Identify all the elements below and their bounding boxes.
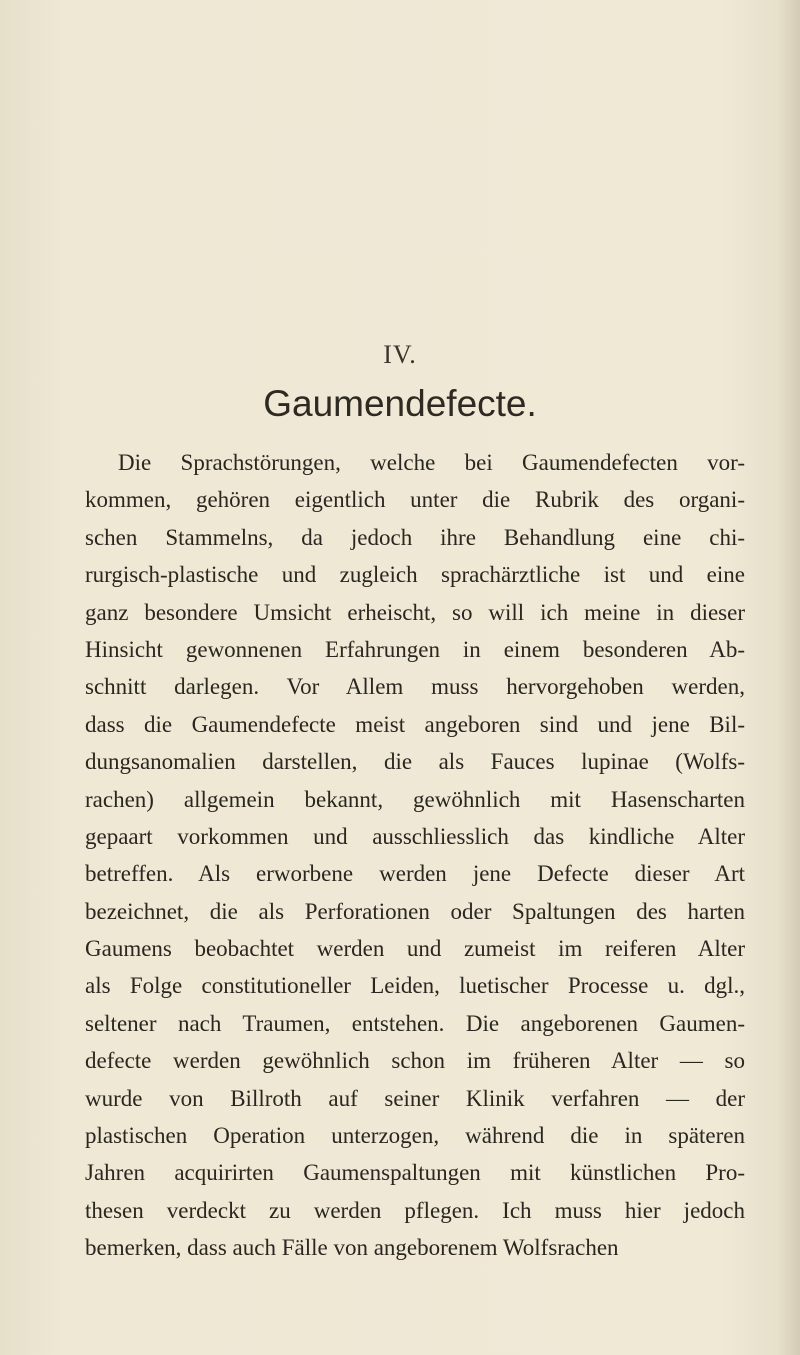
text-line: rachen) allgemein bekannt, gewöhnlich mit Hasenscharten [85,786,745,812]
text-line: kommen, gehören eigentlich unter die Rubrik des organi- [85,487,745,513]
text-line: Die Sprachstörungen, welche bei Gaumendefecten vor- [118,450,745,475]
text-line: plastischen Operation unterzogen, während die in späteren [85,1123,745,1149]
text-line: thesen verdeckt zu werden pflegen. Ich muss hier jedoch [85,1197,745,1223]
text-line: wurde von Billroth auf seiner Klinik verfahren — der [85,1085,745,1111]
text-line: schnitt darlegen. Vor Allem muss hervorgehoben werden, [85,674,745,700]
text-line: Gaumens beobachtet werden und zumeist im reiferen Alter [85,936,745,962]
text-line: ganz besondere Umsicht erheischt, so will ich meine in dieser [85,599,745,625]
page-edge-shadow [778,0,800,1355]
text-line: Hinsicht gewonnenen Erfahrungen in einem besonderen Ab- [85,636,745,662]
text-line: rurgisch-plastische und zugleich sprachärztliche ist und eine [85,562,745,588]
text-line: dass die Gaumendefecte meist angeboren sind und jene Bil- [85,711,745,737]
chapter-number: IV. [383,340,417,369]
text-line: betreffen. Als erworbene werden jene Defecte dieser Art [85,861,745,887]
text-line: dungsanomalien darstellen, die als Fauces lupinae (Wolfs- [85,749,745,775]
text-line: seltener nach Traumen, entstehen. Die angeborenen Gaumen- [85,1010,745,1036]
text-line: schen Stammelns, da jedoch ihre Behandlung eine chi- [85,524,745,550]
text-line: Jahren acquirirten Gaumenspaltungen mit künstlichen Pro- [85,1160,745,1186]
text-line: bemerken, dass auch Fälle von angeborenem Wolfsrachen [85,1235,619,1261]
body-paragraph [85,444,745,1267]
text-line: gepaart vorkommen und ausschliesslich das kindliche Alter [85,823,745,849]
text-line: bezeichnet, die als Perforationen oder Spaltungen des harten [85,898,745,924]
text-line: defecte werden gewöhnlich schon im früheren Alter — so [85,1048,745,1074]
chapter-title: Gaumendefecte. [263,383,537,424]
text-line: als Folge constitutioneller Leiden, luetischer Processe u. dgl., [85,973,745,999]
